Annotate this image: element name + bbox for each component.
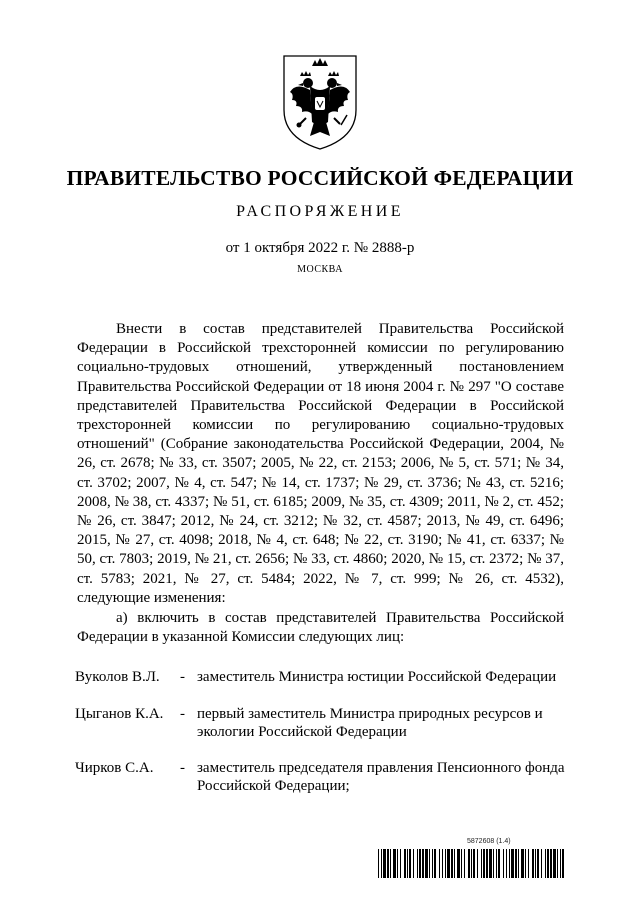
person-name: Цыганов К.А. xyxy=(75,706,164,722)
main-paragraph: Внести в состав представителей Правительства Российской Федерации в Российской трехсторонней комиссии по регулированию социально-трудовых отношений, утвержденный постановлением Правительства Российской Федерации от 18 июня 2004 г. № 297 "О составе представителей Правительства Российской Федерации в Российской трехсторонней комиссии по регулированию социально-трудовых отношений" (Собрание законодательства Российской Федерации, 2004, № 26, ст. 2678; № 33, ст. 3507; 2005, № 22, ст. 2153; 2006, № 5, ст. 571; № 34, ст. 3702; 2007, № 4, ст. 547; № 14, ст. 1737; № 29, ст. 3736; № 43, ст. 5216; 2008, № 38, ст. 4337; № 51, ст. 6185; 2009, № 35, ст. 4309; 2011, № 2, ст. 452; № 26, ст. 3847; 2012, № 24, ст. 3212; № 32, ст. 4587; 2013, № 49, ст. 6496; 2015, № 27, ст. 4098; 2018, № 4, ст. 648; № 22, ст. 3190; № 41, ст. 6337; № 50, ст. 7803; 2019, № 21, ст. 2656; № 33, ст. 4860; 2020, № 15, ст. 2372; № 37, ст. 5783; 2021, № 27, ст. 5484; 2022, № 7, ст. 999; № 26, ст. 4532), следующие изменения: xyxy=(77,321,564,606)
person-name: Вуколов В.Л. xyxy=(75,669,160,685)
person-role: заместитель председателя правления Пенсионного фонда Российской Федерации; xyxy=(197,760,565,794)
person-role: первый заместитель Министра природных ресурсов и экологии Российской Федерации xyxy=(197,706,543,740)
document-date-number: от 1 октября 2022 г. № 2888-р xyxy=(225,240,415,256)
barcode-number: 5872608 (1.4) xyxy=(467,838,511,845)
person-dash: - xyxy=(180,706,185,722)
person-dash: - xyxy=(180,669,185,685)
barcode-icon xyxy=(378,849,564,878)
person-role: заместитель Министра юстиции Российской Федерации xyxy=(197,669,557,685)
person-name: Чирков С.А. xyxy=(75,760,154,776)
document-city: МОСКВА xyxy=(297,264,343,275)
sub-item-a: а) включить в состав представителей Правительства Российской Федерации в указанной Комиссии следующих лиц: xyxy=(77,610,564,646)
government-title: ПРАВИТЕЛЬСТВО РОССИЙСКОЙ ФЕДЕРАЦИИ xyxy=(66,166,574,190)
russian-coat-of-arms-icon xyxy=(276,52,364,152)
document-type: РАСПОРЯЖЕНИЕ xyxy=(236,203,404,220)
person-dash: - xyxy=(180,760,185,776)
